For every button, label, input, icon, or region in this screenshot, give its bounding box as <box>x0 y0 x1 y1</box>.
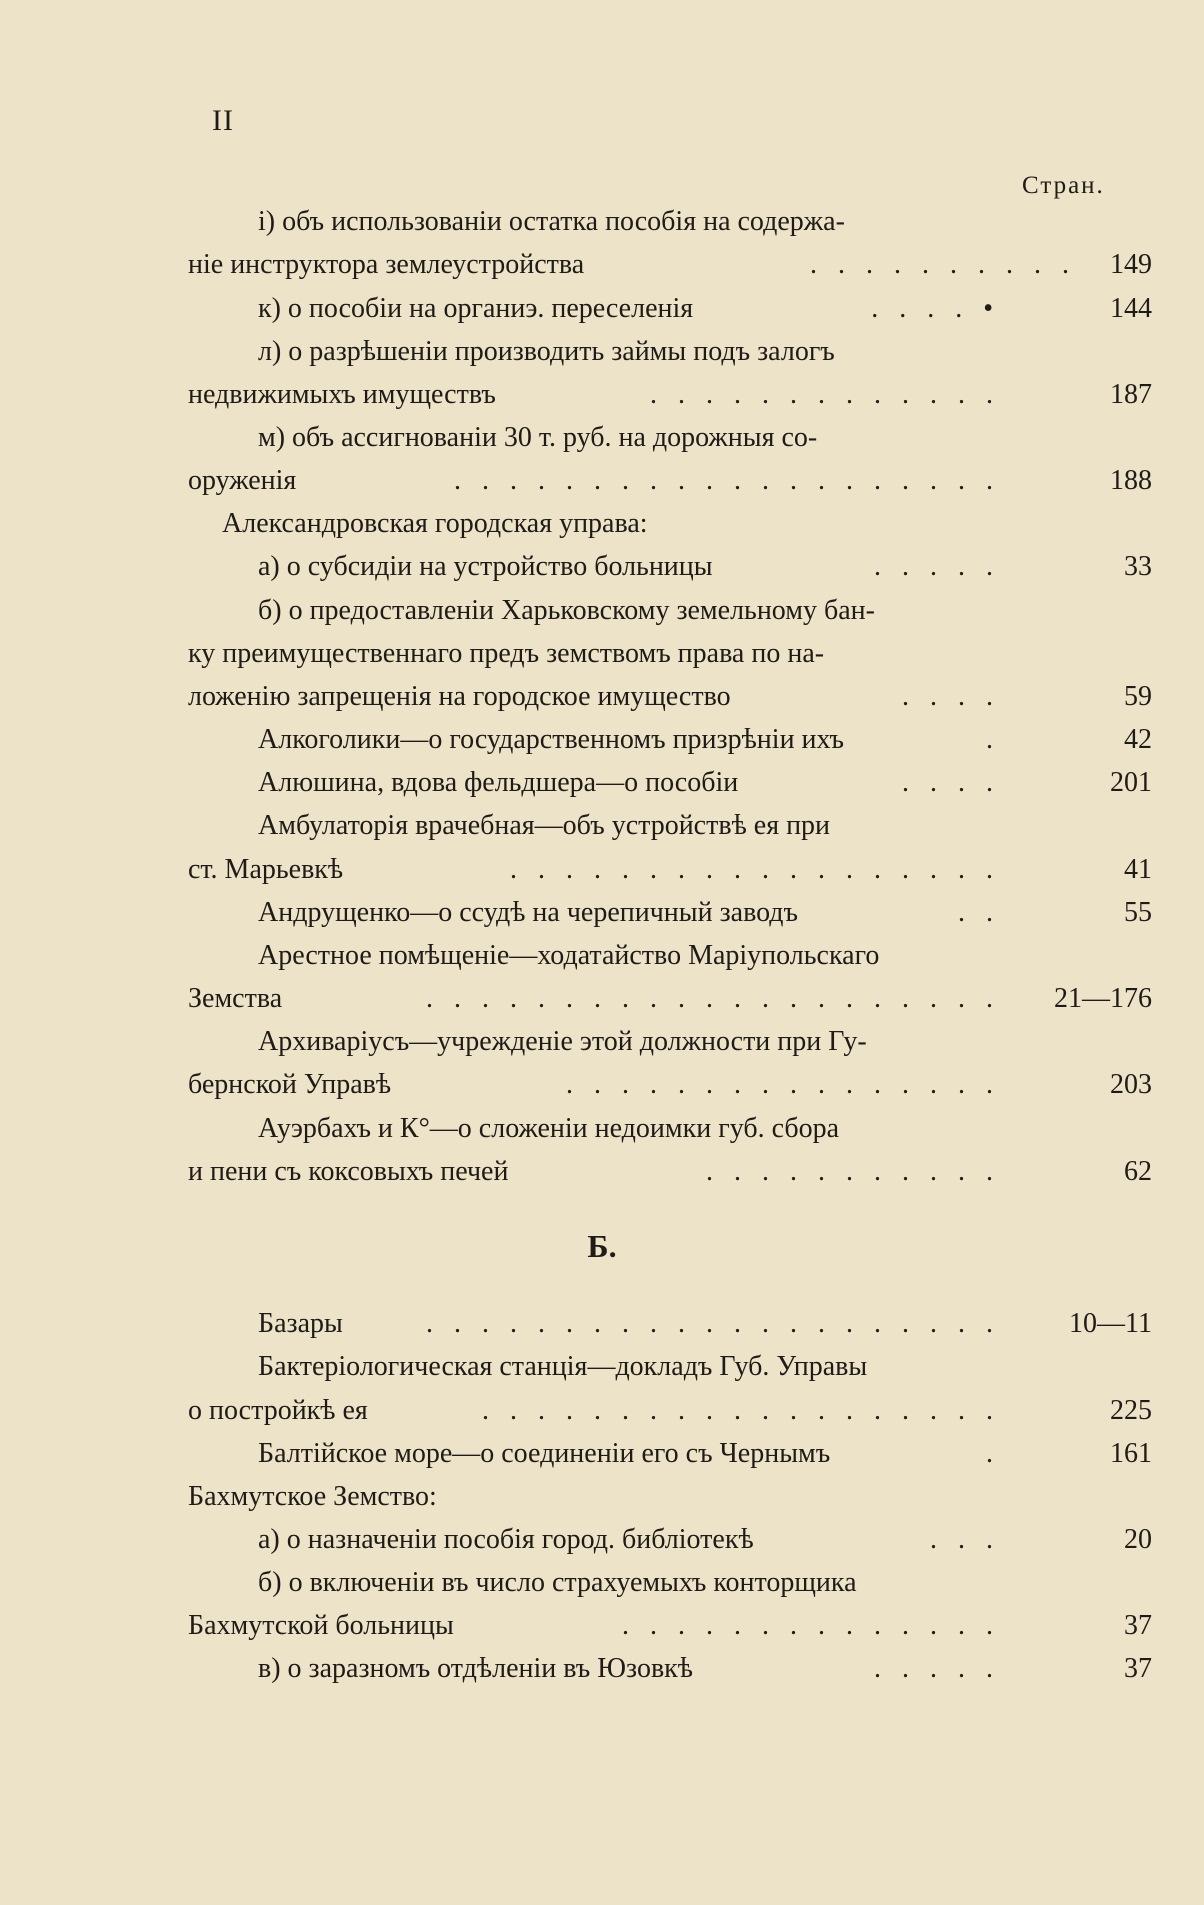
leader-dots: . . . . . . . . . . . . . . . . . . <box>510 854 1000 885</box>
page-number: 203 <box>1110 1069 1152 1100</box>
entry-text: б) о включеніи въ число страхуемыхъ конторщика <box>258 1567 857 1598</box>
entry-text: і) объ использованіи остатка пособія на содержа- <box>258 206 845 237</box>
leader-dots: . <box>986 1438 1000 1469</box>
page-number: 149 <box>1110 249 1152 280</box>
leader-dots: . . . <box>930 1524 1000 1555</box>
entry-text: л) о разрѣшеніи производить займы подъ залогъ <box>258 336 835 367</box>
index-line <box>0 545 1204 589</box>
index-line <box>0 1345 1204 1389</box>
page-number: 144 <box>1110 293 1152 324</box>
entry-text: ку преимущественнаго предъ земствомъ права по на- <box>188 638 825 669</box>
index-line <box>0 934 1204 978</box>
page-number: 161 <box>1110 1438 1152 1469</box>
leader-dots: . <box>986 724 1000 755</box>
index-line <box>0 502 1204 546</box>
entry-text: Ауэрбахъ и К°—о сложеніи недоимки губ. сбора <box>258 1113 840 1144</box>
index-line <box>0 1063 1204 1107</box>
leader-dots: . . . . . <box>874 551 1000 582</box>
page-number: 55 <box>1124 897 1152 928</box>
index-line <box>0 632 1204 676</box>
entry-text: а) о назначеніи пособія город. библіотекѣ <box>258 1524 754 1555</box>
index-line <box>0 977 1204 1021</box>
page-folio: II <box>212 104 234 137</box>
entry-text: м) объ ассигнованіи 30 т. руб. на дорожныя со- <box>258 422 818 453</box>
entry-text: ложенію запрещенія на городское имущество <box>188 681 731 712</box>
page-number: 225 <box>1110 1395 1152 1426</box>
page-number: 21—176 <box>1054 983 1152 1014</box>
entry-text: ніе инструктора землеустройства <box>188 249 585 280</box>
index-line <box>0 1150 1204 1194</box>
index-line <box>0 675 1204 719</box>
index-line <box>0 1432 1204 1476</box>
entry-text: Арестное помѣщеніе—ходатайство Маріупольскаго <box>258 940 880 971</box>
entry-text: Бактеріологическая станція—докладъ Губ. Управы <box>258 1351 868 1382</box>
leader-dots: . . . . . . . . . . <box>810 249 1076 280</box>
index-line <box>0 1647 1204 1691</box>
entry-text: Алкоголики—о государственномъ призрѣніи ихъ <box>258 724 844 755</box>
leader-dots: . . . . . . . . . . . . . . . . . . . . . <box>426 983 1000 1014</box>
entry-text: оруженія <box>188 465 297 496</box>
page-number: 41 <box>1124 854 1152 885</box>
index-line <box>0 804 1204 848</box>
leader-dots: . . <box>958 897 1000 928</box>
page-column-label: Стран. <box>1022 172 1105 199</box>
page-number: 20 <box>1124 1524 1152 1555</box>
leader-dots: . . . . . <box>874 1653 1000 1684</box>
page-number: 37 <box>1124 1653 1152 1684</box>
entry-text: и пени съ коксовыхъ печей <box>188 1156 509 1187</box>
index-line <box>0 1020 1204 1064</box>
entry-text: Базары <box>258 1308 343 1339</box>
leader-dots: . . . . . . . . . . . . . . . . . . . . <box>454 465 1000 496</box>
entry-text: в) о заразномъ отдѣленіи въ Юзовкѣ <box>258 1653 693 1684</box>
index-line <box>0 330 1204 374</box>
index-line <box>0 1561 1204 1605</box>
entry-text: Архиваріусъ—учрежденіе этой должности при Гу- <box>258 1026 867 1057</box>
entry-text: Александровская городская управа: <box>222 508 648 539</box>
index-line <box>0 200 1204 244</box>
page-number: 33 <box>1124 551 1152 582</box>
leader-dots: . . . . . . . . . . . . . . . . . . . <box>482 1395 1000 1426</box>
entry-text: о постройкѣ ея <box>188 1395 368 1426</box>
entry-text: а) о субсидіи на устройство больницы <box>258 551 713 582</box>
index-line <box>0 1302 1204 1346</box>
page-number: 187 <box>1110 379 1152 410</box>
index-line <box>0 459 1204 503</box>
page-number: 201 <box>1110 767 1152 798</box>
entry-text: Бахмутское Земство: <box>188 1481 437 1512</box>
page-number: 42 <box>1124 724 1152 755</box>
index-line <box>0 718 1204 762</box>
index-line <box>0 1475 1204 1519</box>
page-number: 62 <box>1124 1156 1152 1187</box>
entry-text: Земства <box>188 983 283 1014</box>
entry-text: к) о пособіи на органиэ. переселенія <box>258 293 694 324</box>
entry-text: Андрущенко—о ссудѣ на черепичный заводъ <box>258 897 799 928</box>
index-line <box>0 287 1204 331</box>
leader-dots: . . . . <box>902 681 1000 712</box>
index-line <box>0 1604 1204 1648</box>
leader-dots: . . . . . . . . . . . . . . . . <box>566 1069 1000 1100</box>
leader-dots: . . . . . . . . . . . . . <box>650 379 1000 410</box>
index-line <box>0 1518 1204 1562</box>
index-line <box>0 1389 1204 1433</box>
index-line <box>0 243 1204 287</box>
index-line <box>0 848 1204 892</box>
entry-text: недвижимыхъ имуществъ <box>188 379 496 410</box>
leader-dots: . . . . . . . . . . . . . . . . . . . . . <box>426 1308 1000 1339</box>
leader-dots: . . . . . . . . . . . <box>706 1156 1000 1187</box>
index-line <box>0 373 1204 417</box>
entry-text: Бахмутской больницы <box>188 1610 454 1641</box>
index-line <box>0 1107 1204 1151</box>
index-line <box>0 589 1204 633</box>
leader-dots: . . . . <box>902 767 1000 798</box>
page-number: 37 <box>1124 1610 1152 1641</box>
entry-text: бернской Управѣ <box>188 1069 392 1100</box>
entry-text: Амбулаторія врачебная—объ устройствѣ ея при <box>258 810 831 841</box>
page-number: 188 <box>1110 465 1152 496</box>
page-number: 59 <box>1124 681 1152 712</box>
entry-text: ст. Марьевкѣ <box>188 854 344 885</box>
leader-dots: . . . . • <box>871 293 1000 324</box>
index-line <box>0 416 1204 460</box>
leader-dots: . . . . . . . . . . . . . . <box>622 1610 1000 1641</box>
index-line <box>0 761 1204 805</box>
section-letter: Б. <box>587 1228 617 1264</box>
entry-text: Балтійское море—о соединеніи его съ Чернымъ <box>258 1438 831 1469</box>
entry-text: б) о предоставленіи Харьковскому земельному бан- <box>258 595 875 626</box>
entry-text: Алюшина, вдова фельдшера—о пособіи <box>258 767 739 798</box>
page-number: 10—11 <box>1069 1308 1152 1339</box>
index-line <box>0 891 1204 935</box>
